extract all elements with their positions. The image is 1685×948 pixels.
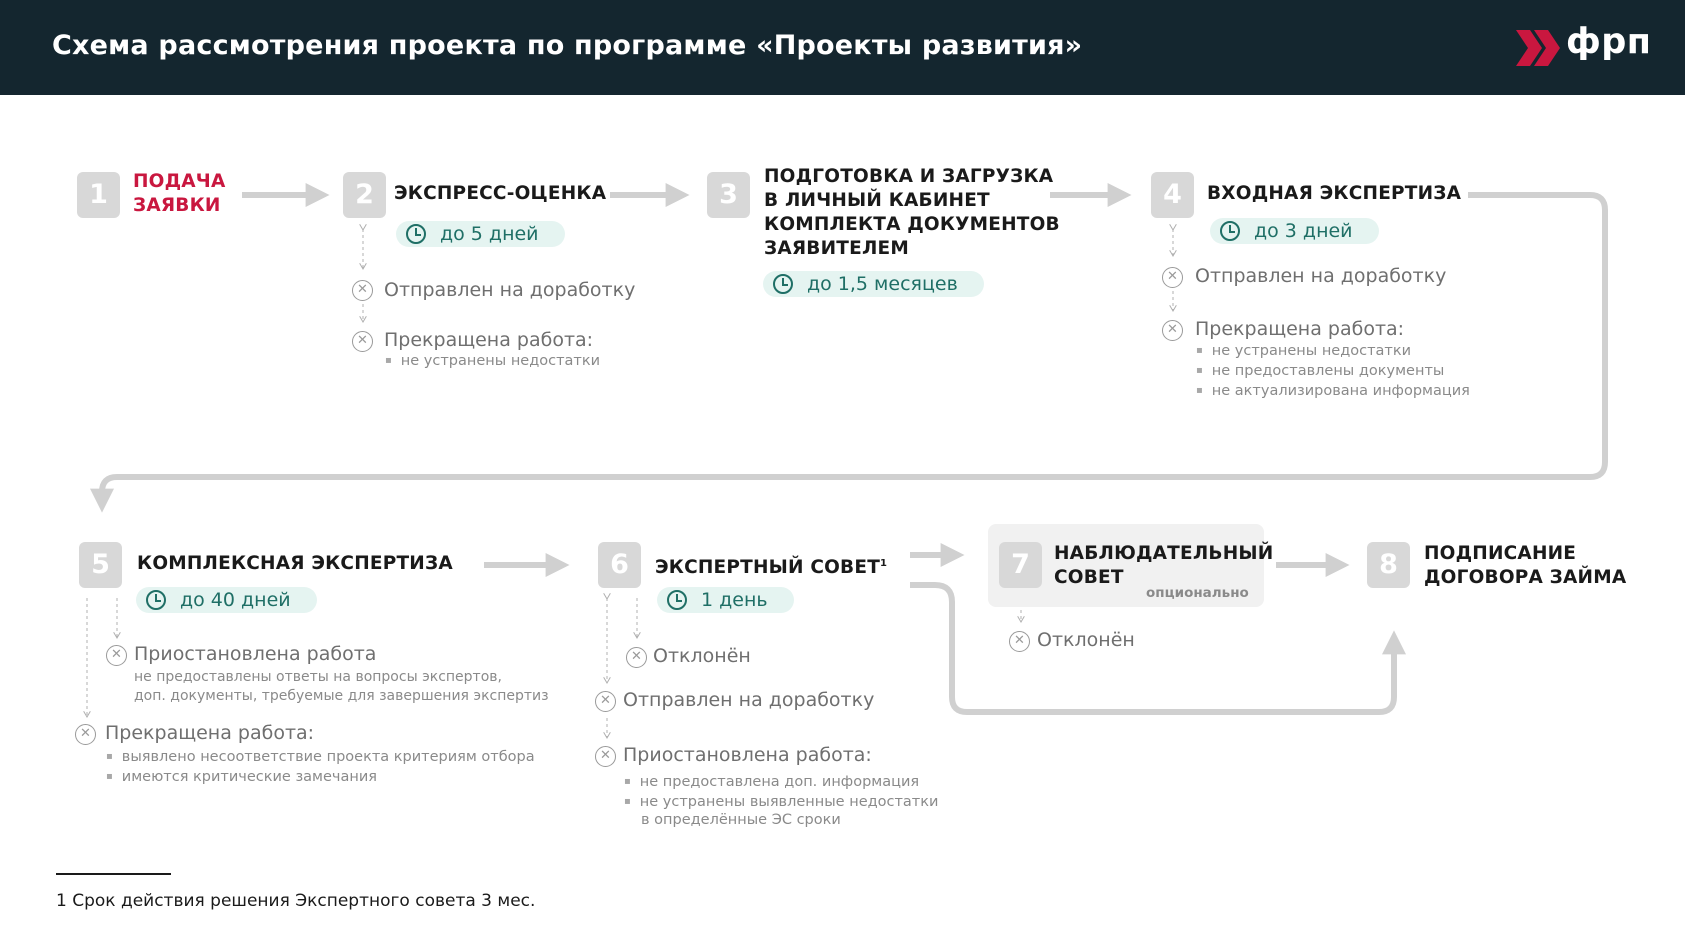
outcome-label: Прекращена работа: (1195, 318, 1405, 340)
duration-badge: до 5 дней (396, 221, 565, 247)
step-title-express: ЭКСПРЕСС-ОЦЕНКА (394, 183, 607, 204)
outcome-note: в определённые ЭС сроки (641, 812, 841, 828)
outcome-label: Отклонён (1037, 629, 1135, 651)
outcome-label: Отправлен на доработку (384, 279, 636, 301)
clock-icon (406, 224, 426, 244)
outcome-label: Прекращена работа: (384, 329, 594, 351)
step-number-badge: 8 (1367, 542, 1410, 588)
step-number-badge: 6 (598, 542, 641, 588)
step-number-badge: 2 (343, 172, 386, 218)
cross-circle-icon: ✕ (1162, 320, 1183, 341)
outcome-label: Приостановлена работа (134, 643, 377, 665)
cross-circle-icon: ✕ (595, 691, 616, 712)
outcome-label: Прекращена работа: (105, 722, 315, 744)
outcome-label: Приостановлена работа: (623, 744, 872, 766)
cross-circle-icon: ✕ (1009, 631, 1030, 652)
cross-circle-icon: ✕ (106, 645, 127, 666)
outcome-note: не предоставлены ответы на вопросы экспертов, доп. документы, требуемые для завершения экспертиз (134, 669, 549, 704)
clock-icon (667, 590, 687, 610)
cross-circle-icon: ✕ (1162, 267, 1183, 288)
duration-badge: 1 день (657, 587, 794, 613)
cross-circle-icon: ✕ (75, 724, 96, 745)
step-number-badge: 3 (707, 172, 750, 218)
page-title: Схема рассмотрения проекта по программе «Проекты развития» (52, 30, 1083, 61)
step-title-input-expertise: ВХОДНАЯ ЭКСПЕРТИЗА (1207, 183, 1462, 204)
duration-badge: до 3 дней (1210, 218, 1379, 244)
outcome-bullets: ▪ не устранены недостатки ▪ не предоставлены документы ▪ не актуализирована информация (1196, 342, 1470, 402)
step-title-expert-council: ЭКСПЕРТНЫЙ СОВЕТ$^1$ (655, 557, 888, 579)
outcome-bullets: ▪ выявлено несоответствие проекта критериям отбора ▪ имеются критические замечания (106, 748, 535, 788)
clock-icon (773, 274, 793, 294)
outcome-bullets: ▪ не предоставлена доп. информация ▪ не устранены выявленные недостатки (624, 773, 938, 813)
step-number-badge: 7 (999, 542, 1042, 588)
clock-icon (146, 590, 166, 610)
optional-label: опционально (1146, 585, 1249, 601)
duration-badge: до 1,5 месяцев (763, 271, 984, 297)
step-number-badge: 1 (77, 172, 120, 218)
outcome-label: Отправлен на доработку (623, 689, 875, 711)
step-title-supervisory-board: НАБЛЮДАТЕЛЬНЫЙ СОВЕТ (1054, 543, 1274, 588)
cross-circle-icon: ✕ (595, 746, 616, 767)
step-number-badge: 4 (1151, 172, 1194, 218)
outcome-label: Отклонён (653, 645, 751, 667)
step-title-documents: ПОДГОТОВКА И ЗАГРУЗКА В ЛИЧНЫЙ КАБИНЕТ КОМПЛЕКТА ДОКУМЕНТОВ ЗАЯВИТЕЛЕМ (764, 166, 1060, 259)
clock-icon (1220, 221, 1240, 241)
step-title-loan-agreement: ПОДПИСАНИЕ ДОГОВОРА ЗАЙМА (1424, 543, 1627, 588)
step-title-complex-expertise: КОМПЛЕКСНАЯ ЭКСПЕРТИЗА (137, 553, 453, 574)
step-number-badge: 5 (79, 542, 122, 588)
outcome-label: Отправлен на доработку (1195, 265, 1447, 287)
duration-badge: до 40 дней (136, 587, 317, 613)
cross-circle-icon: ✕ (626, 647, 647, 668)
footnote-divider (56, 873, 171, 875)
step-title-application: ПОДАЧА ЗАЯВКИ (133, 171, 226, 216)
cross-circle-icon: ✕ (352, 331, 373, 352)
footnote: 1 Срок действия решения Экспертного совета 3 мес. (56, 891, 536, 911)
cross-circle-icon: ✕ (352, 280, 373, 301)
outcome-bullets: ▪ не устранены недостатки (385, 352, 600, 372)
logo-text: фрп (1566, 22, 1652, 62)
